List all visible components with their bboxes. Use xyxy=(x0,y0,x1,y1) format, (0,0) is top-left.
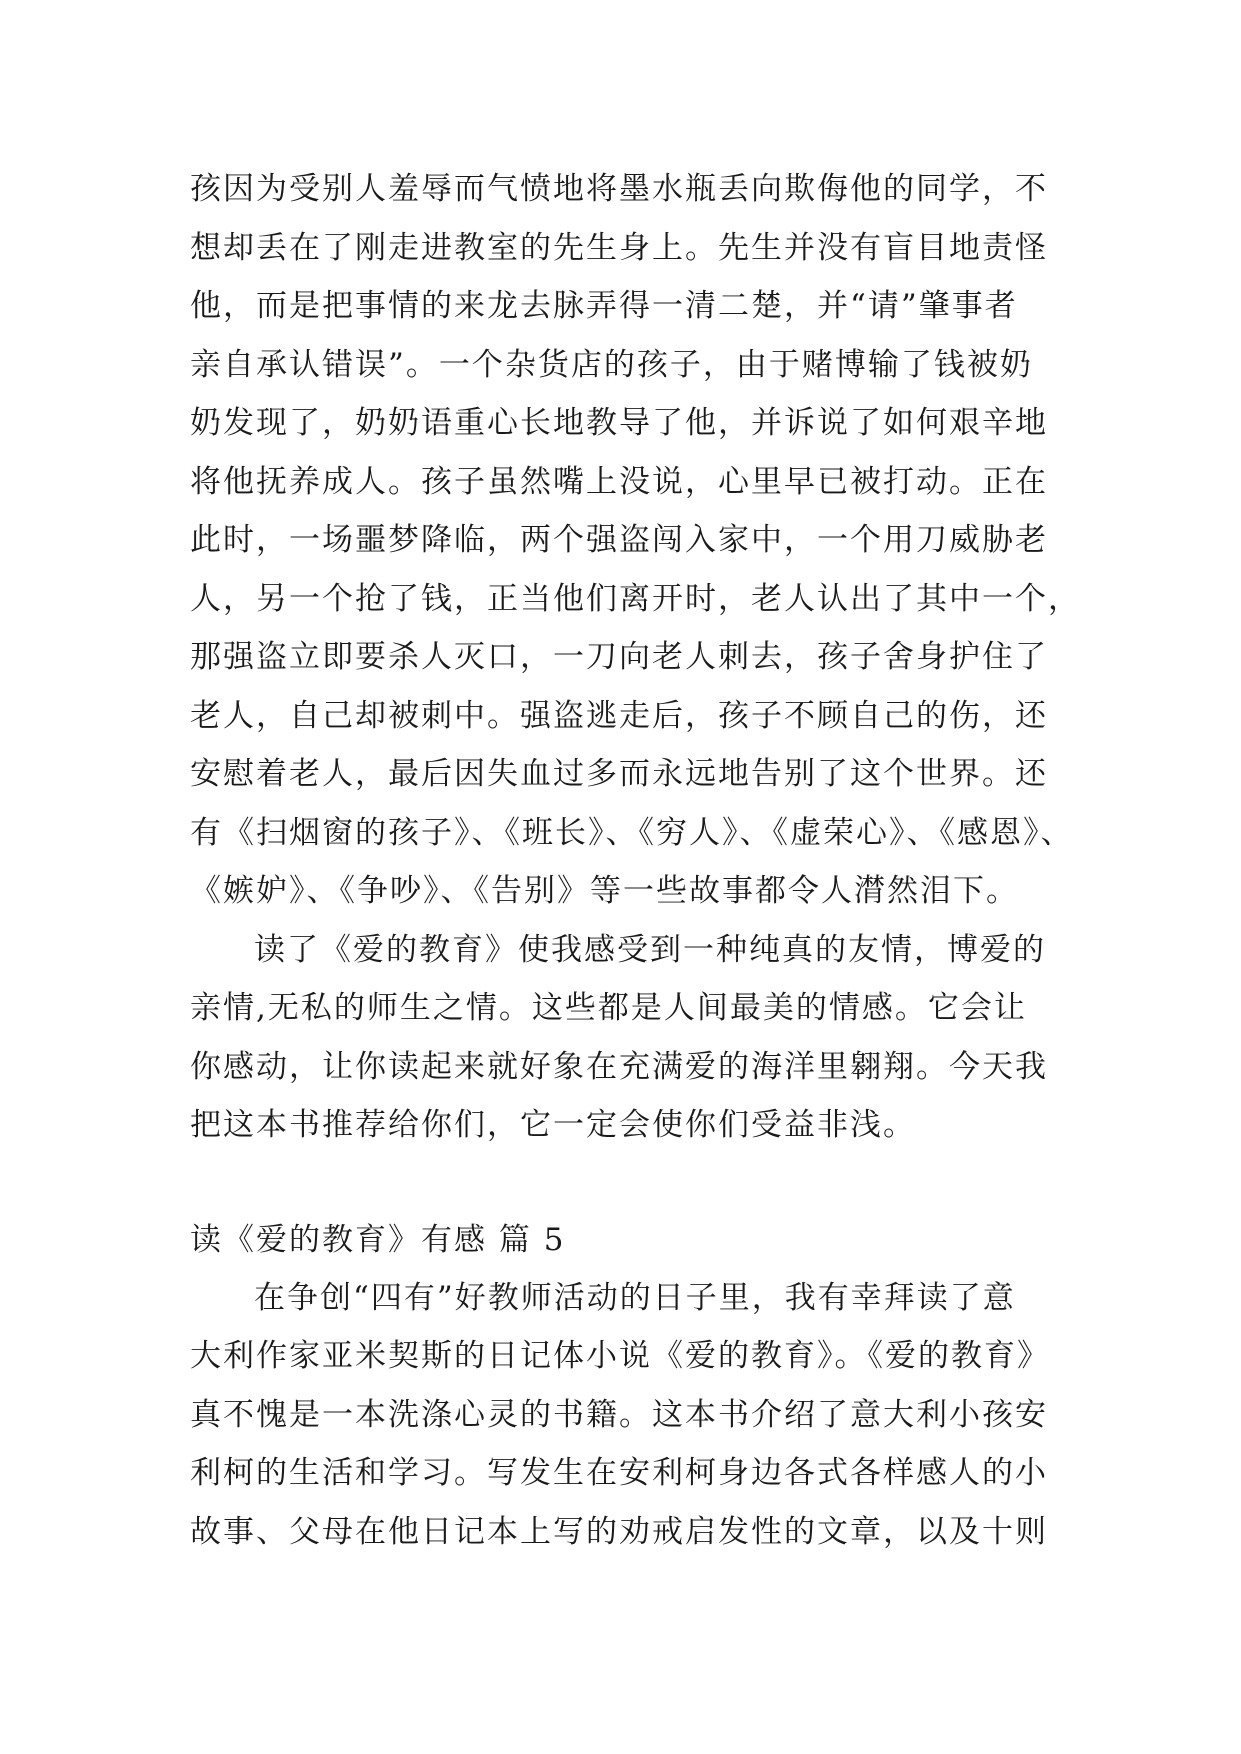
text-line: 利柯的生活和学习。写发生在安利柯身边各式各样感人的小 xyxy=(190,1455,1048,1491)
text-line: 亲自承认错误”。一个杂货店的孩子，由于赌博输了钱被奶 xyxy=(190,346,1033,383)
text-line: 亲情,无私的师生之情。这些都是人间最美的情感。它会让 xyxy=(190,990,1027,1026)
paragraph-continued xyxy=(190,160,1090,921)
document-body xyxy=(190,160,1090,1561)
text-line: 在争创“四有”好教师活动的日子里，我有幸拜读了意 xyxy=(254,1279,1016,1316)
section-spacer xyxy=(190,1155,1090,1211)
text-line: 他，而是把事情的来龙去脉弄得一清二楚，并“请”肇事者 xyxy=(190,288,1018,324)
text-line: 想却丢在了刚走进教室的先生身上。先生并没有盲目地责怪 xyxy=(190,229,1048,266)
text-line: 有《扫烟窗的孩子》、《班长》、《穷人》、《虚荣心》、《感恩》、 xyxy=(190,814,1074,851)
text-line: 安慰着老人，最后因失血过多而永远地告别了这个世界。还 xyxy=(190,756,1048,792)
text-line: 把这本书推荐给你们，它一定会使你们受益非浅。 xyxy=(190,1107,916,1143)
text-line: 此时，一场噩梦降临，两个强盗闯入家中，一个用刀威胁老 xyxy=(190,522,1048,558)
text-line: 真不愧是一本洗涤心灵的书籍。这本书介绍了意大利小孩安 xyxy=(190,1396,1048,1433)
text-line: 人，另一个抢了钱，正当他们离开时，老人认出了其中一个， xyxy=(190,580,1081,617)
text-line: 读了《爱的教育》使我感受到一种纯真的友情，博爱的 xyxy=(254,931,1046,968)
section-title: 读《爱的教育》有感 篇 5 xyxy=(190,1221,566,1258)
text-line: 故事、父母在他日记本上写的劝戒启发性的文章，以及十则 xyxy=(190,1513,1048,1550)
paragraph-conclusion xyxy=(190,921,1090,1155)
text-line: 孩因为受别人羞辱而气愤地将墨水瓶丢向欺侮他的同学，不 xyxy=(190,171,1048,207)
text-line: 你感动，让你读起来就好象在充满爱的海洋里翱翔。今天我 xyxy=(190,1048,1048,1085)
text-line: 老人，自己却被刺中。强盗逃走后，孩子不顾自己的伤，还 xyxy=(190,697,1048,734)
text-line: 《嫉妒》、《争吵》、《告别》等一些故事都令人潸然泪下。 xyxy=(190,873,1019,909)
text-line: 将他抚养成人。孩子虽然嘴上没说，心里早已被打动。正在 xyxy=(190,463,1048,500)
text-line: 大利作家亚米契斯的日记体小说《爱的教育》。《爱的教育》 xyxy=(190,1338,1050,1374)
text-line: 那强盗立即要杀人灭口，一刀向老人刺去，孩子舍身护住了 xyxy=(190,639,1048,675)
paragraph-section-5 xyxy=(190,1269,1090,1562)
text-line: 奶发现了，奶奶语重心长地教导了他，并诉说了如何艰辛地 xyxy=(190,405,1048,441)
